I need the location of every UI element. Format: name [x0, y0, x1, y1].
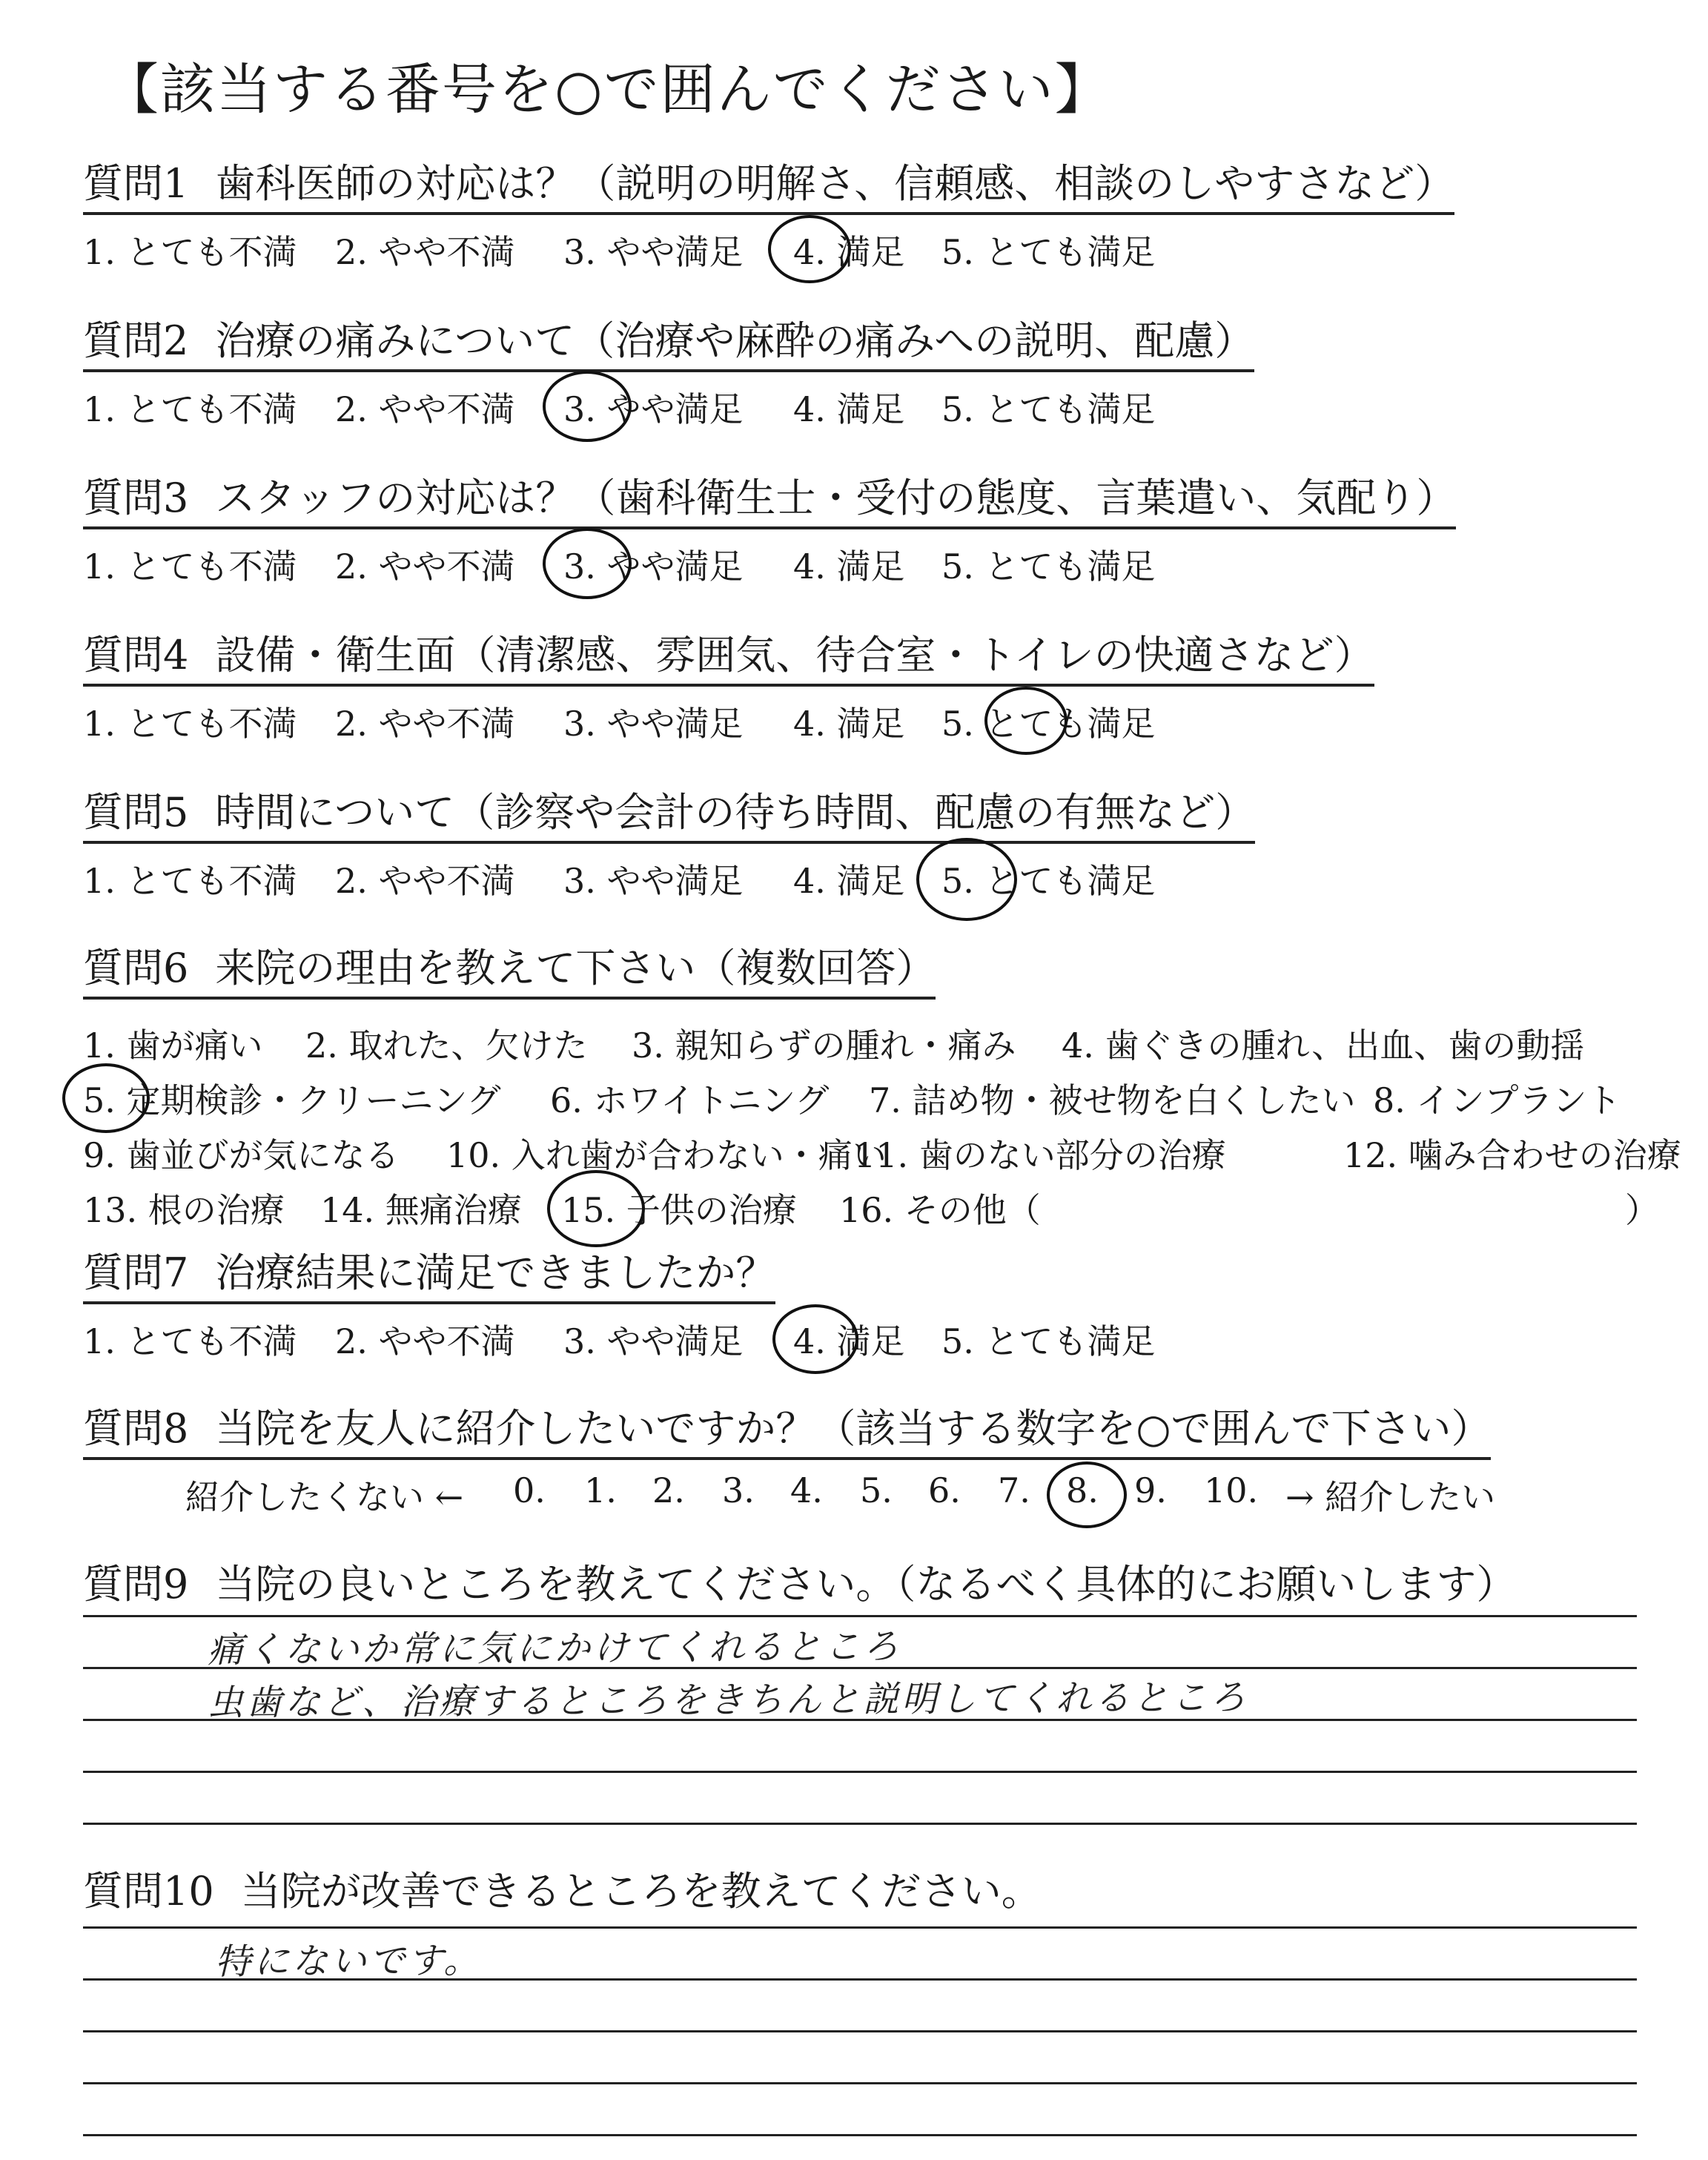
question-4 [83, 624, 1640, 746]
option-3[interactable]: 3. やや満足 [563, 704, 744, 744]
option-4[interactable]: 4. 満足 [793, 861, 905, 901]
question-6-label: 質問6 [83, 945, 189, 991]
question-5-label: 質問5 [83, 789, 189, 836]
question-1-text: 歯科医師の対応は？（説明の明解さ、信頼感、相談のしやすさなど） [215, 160, 1455, 207]
scale-number[interactable]: 1. [584, 1470, 617, 1510]
reason-option[interactable]: 13. 根の治療 [83, 1190, 285, 1230]
question-10-heading [83, 1860, 1042, 1920]
option-2[interactable]: 2. やや不満 [335, 232, 515, 272]
answer-line [83, 1615, 1637, 1617]
question-2-heading [83, 309, 1254, 372]
reason-option[interactable]: 4. 歯ぐきの腫れ、出血、歯の動揺 [1062, 1025, 1585, 1066]
question-7 [83, 1241, 1640, 1364]
reason-row [83, 1123, 1681, 1178]
question-3-text: スタッフの対応は？（歯科衛生士・受付の態度、言葉遣い、気配り） [215, 475, 1457, 521]
scale-number[interactable]: 8. [1066, 1470, 1099, 1510]
option-5[interactable]: 5. とても満足 [941, 546, 1156, 587]
q9-answer-line-1: 痛くないか常に気にかけてくれるところ [207, 1625, 902, 1671]
question-3-heading [83, 466, 1456, 529]
question-5 [83, 781, 1640, 903]
reason-option[interactable]: 5. 定期検診・クリーニング [83, 1080, 501, 1120]
question-1-heading [83, 152, 1454, 215]
question-9 [83, 1553, 1640, 1613]
question-4-heading [83, 624, 1374, 687]
option-3[interactable]: 3. やや満足 [563, 546, 744, 587]
scale-number[interactable]: 5. [860, 1470, 893, 1510]
q9-answer-line-2: 虫歯など、治療するところをきちんと説明してくれるところ [207, 1677, 1249, 1724]
question-5-heading [83, 781, 1255, 844]
option-1[interactable]: 1. とても不満 [83, 861, 297, 901]
option-4[interactable]: 4. 満足 [793, 232, 905, 272]
question-3 [83, 466, 1640, 589]
q10-answer-line-1: 特にないです。 [214, 1940, 483, 1983]
answer-line [83, 2030, 1637, 2032]
question-4-options [83, 697, 1640, 746]
reason-option[interactable]: 11. 歯のない部分の治療 [854, 1135, 1226, 1175]
option-2[interactable]: 2. やや不満 [335, 1321, 515, 1361]
question-6-text: 来院の理由を教えて下さい（複数回答） [215, 945, 936, 991]
option-4[interactable]: 4. 満足 [793, 1321, 905, 1361]
reason-option[interactable]: 12. 噛み合わせの治療 [1343, 1135, 1681, 1175]
reason-option[interactable]: 10. 入れ歯が合わない・痛い [446, 1135, 887, 1175]
reason-option[interactable]: 7. 詰め物・被せ物を白くしたい [869, 1080, 1356, 1120]
instruction-heading: 【該当する番号を○で囲んでください】 [104, 58, 1111, 122]
question-6-reasons [83, 1013, 1681, 1232]
option-2[interactable]: 2. やや不満 [335, 861, 515, 901]
option-3[interactable]: 3. やや満足 [563, 232, 744, 272]
question-2-label: 質問2 [83, 317, 189, 364]
option-3[interactable]: 3. やや満足 [563, 389, 744, 429]
scale-number[interactable]: 7. [998, 1470, 1030, 1510]
q8-scale [83, 1470, 1640, 1519]
option-4[interactable]: 4. 満足 [793, 389, 905, 429]
question-9-heading [83, 1553, 1516, 1613]
answer-line [83, 1771, 1637, 1773]
scale-right-label: → 紹介したい [1285, 1477, 1496, 1517]
question-8-text: 当院を友人に紹介したいですか？（該当する数字を○で囲んで下さい） [215, 1405, 1492, 1452]
option-3[interactable]: 3. やや満足 [563, 1321, 744, 1361]
scale-number[interactable]: 2. [652, 1470, 685, 1510]
question-8 [83, 1397, 1640, 1519]
option-5[interactable]: 5. とても満足 [941, 861, 1156, 901]
question-8-label: 質問8 [83, 1405, 189, 1452]
reason-option[interactable]: 1. 歯が痛い [83, 1025, 263, 1066]
reason-row [83, 1178, 1659, 1232]
option-3[interactable]: 3. やや満足 [563, 861, 744, 901]
scale-number[interactable]: 0. [513, 1470, 546, 1510]
option-4[interactable]: 4. 満足 [793, 546, 905, 587]
scale-number[interactable]: 6. [928, 1470, 961, 1510]
reason-option[interactable]: 9. 歯並びが気になる [83, 1135, 400, 1175]
question-1-label: 質問1 [83, 160, 189, 207]
option-5[interactable]: 5. とても満足 [941, 389, 1156, 429]
question-2-options [83, 383, 1640, 432]
scale-left-label: 紹介したくない ← [185, 1477, 464, 1517]
option-5[interactable]: 5. とても満足 [941, 704, 1156, 744]
option-1[interactable]: 1. とても不満 [83, 546, 297, 587]
question-5-options [83, 854, 1640, 903]
reason-option[interactable]: 14. 無痛治療 [320, 1190, 522, 1230]
option-2[interactable]: 2. やや不満 [335, 389, 515, 429]
question-4-label: 質問4 [83, 632, 189, 678]
option-1[interactable]: 1. とても不満 [83, 232, 297, 272]
question-2 [83, 309, 1640, 432]
answer-line [83, 2082, 1637, 2084]
question-3-label: 質問3 [83, 475, 189, 521]
answer-line [83, 2134, 1637, 2136]
question-7-label: 質問7 [83, 1249, 189, 1296]
question-5-text: 時間について（診察や会計の待ち時間、配慮の有無など） [215, 789, 1256, 836]
answer-line [83, 1926, 1637, 1929]
question-7-text: 治療結果に満足できましたか？ [215, 1249, 776, 1296]
question-10-label: 質問10 [83, 1868, 214, 1915]
question-1-options [83, 225, 1640, 274]
question-6-heading [83, 937, 936, 1000]
reason-option[interactable]: 3. 親知らずの腫れ・痛み [632, 1025, 1016, 1066]
reason-option[interactable]: 16. その他（ [839, 1190, 1041, 1230]
option-4[interactable]: 4. 満足 [793, 704, 905, 744]
question-6 [83, 937, 1681, 1232]
question-10-text: 当院が改善できるところを教えてください。 [240, 1868, 1042, 1915]
reason-row [83, 1013, 1640, 1068]
question-7-options [83, 1315, 1640, 1364]
scale-number[interactable]: 9. [1134, 1470, 1167, 1510]
reason-option[interactable]: 2. 取れた、欠けた [305, 1025, 588, 1066]
reason-row [83, 1068, 1640, 1123]
question-2-text: 治療の痛みについて（治療や麻酔の痛みへの説明、配慮） [215, 317, 1255, 364]
question-3-options [83, 540, 1640, 589]
reason-other-close: ） [1625, 1190, 1659, 1230]
option-5[interactable]: 5. とても満足 [941, 232, 1156, 272]
question-8-heading [83, 1397, 1491, 1460]
reason-option[interactable]: 8. インプラント [1373, 1080, 1621, 1120]
option-2[interactable]: 2. やや不満 [335, 704, 515, 744]
option-1[interactable]: 1. とても不満 [83, 389, 297, 429]
question-7-heading [83, 1241, 775, 1304]
answer-line [83, 1823, 1637, 1825]
option-1[interactable]: 1. とても不満 [83, 1321, 297, 1361]
scale-number[interactable]: 4. [790, 1470, 823, 1510]
question-4-text: 設備・衛生面（清潔感、雰囲気、待合室・トイレの快適さなど） [215, 632, 1374, 678]
question-1 [83, 152, 1640, 274]
option-5[interactable]: 5. とても満足 [941, 1321, 1156, 1361]
option-1[interactable]: 1. とても不満 [83, 704, 297, 744]
reason-option[interactable]: 6. ホワイトニング [550, 1080, 830, 1120]
scale-number[interactable]: 3. [722, 1470, 755, 1510]
scale-number[interactable]: 10. [1204, 1470, 1259, 1510]
question-10 [83, 1860, 1640, 1920]
reason-option[interactable]: 15. 子供の治療 [561, 1190, 797, 1230]
question-9-label: 質問9 [83, 1561, 189, 1608]
question-9-text: 当院の良いところを教えてください。（なるべく具体的にお願いします） [215, 1561, 1517, 1608]
option-2[interactable]: 2. やや不満 [335, 546, 515, 587]
